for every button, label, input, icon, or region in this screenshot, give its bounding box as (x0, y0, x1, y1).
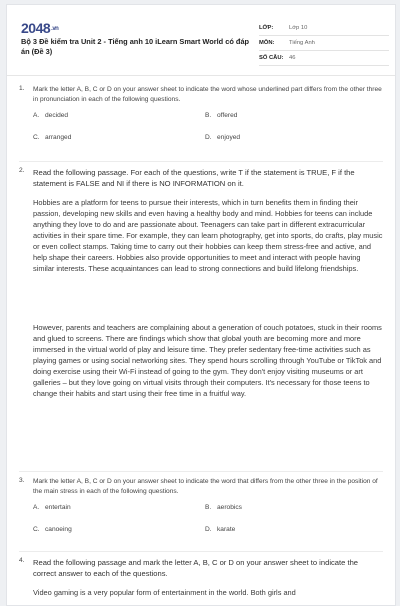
option-c[interactable] (33, 526, 205, 533)
option-d[interactable] (205, 134, 377, 141)
option-letter: C. (33, 133, 40, 141)
option-letter: A. (33, 503, 40, 511)
option-text: canoeing (45, 525, 72, 533)
option-letter: B. (205, 503, 212, 511)
passage-paragraph-1: Video gaming is a very popular form of entertainment in the world. Both girls and (33, 588, 296, 597)
meta-row-question-count (259, 51, 389, 66)
document-title: Bộ 3 Đề kiểm tra Unit 2 - Tiếng anh 10 iLearn Smart World có đáp án (Đề 3) (21, 37, 250, 56)
meta-row-subject (259, 36, 389, 51)
meta-key: MÔN: (259, 40, 275, 46)
question-2 (19, 167, 383, 399)
passage-paragraph-1: Hobbies are a platform for teens to pursue their interests, which in turn benefits them in finding their passion, developing new skills and even having a healthy body and mind. Hobbies for teens can include anything they love to do and are passionate about. Teenagers can take part in different extracurricular activities in their spare time. For example, they can learn photography, get into sports, do crafts, play music or even collect stamps. Taking time to carry out their hobbies can keep them stress-free and active, and help shape their careers. Hobbies also provide opportunities to meet and interact with people having similar interests. These acquaintances can lead to strong connections and build lifelong friendships. (33, 198, 383, 273)
option-text: arranged (45, 133, 72, 141)
meta-value: 46 (289, 55, 296, 61)
question-number: 3. (19, 477, 25, 484)
meta-table (259, 21, 389, 66)
divider (19, 161, 383, 162)
option-letter: B. (205, 111, 212, 119)
passage-paragraph-2: However, parents and teachers are complaining about a generation of couch potatoes, stuck in their rooms and glued to screens. There are findings which show that global youth are becoming more and more immersed in the virtual world of play and leisure time. They prefer sedentary free-time activities such as playing games or using social networking sites. They spend hours scrolling through YouTube or TikTok and doing exercise using their Wi-Fi instead of going to the gym. They don't enjoy visiting museums or art galleries – but they love going on virtual visits through their computers. It's necessary for those teens to change their habits and start using their free time in a fruitful way. (33, 323, 382, 398)
option-letter: D. (205, 525, 212, 533)
options-row (33, 134, 383, 156)
option-a[interactable] (33, 504, 205, 511)
divider (19, 471, 383, 472)
option-letter: C. (33, 525, 40, 533)
meta-value: Tiếng Anh (289, 40, 315, 46)
option-d[interactable] (205, 526, 377, 533)
option-text: aerobics (217, 503, 242, 511)
divider (19, 551, 383, 552)
option-a[interactable] (33, 112, 205, 119)
option-letter: A. (33, 111, 40, 119)
options-row (33, 112, 383, 134)
options-row (33, 526, 383, 548)
question-4 (19, 557, 383, 598)
site-logo[interactable] (21, 20, 58, 36)
option-text: offered (217, 111, 238, 119)
logo-text: 2048 (21, 20, 51, 36)
option-c[interactable] (33, 134, 205, 141)
question-text: Read the following passage and mark the letter A, B, C or D on your answer sheet to indicate the correct answer to each of the questions. (33, 558, 359, 578)
option-letter: D. (205, 133, 212, 141)
option-b[interactable] (205, 112, 377, 119)
option-text: enjoyed (217, 133, 241, 141)
logo-suffix: .vn (51, 26, 59, 33)
question-text: Mark the letter A, B, C or D on your answer sheet to indicate the word that differs from the other three in the position of the main stress in each of the following questions. (33, 478, 378, 496)
question-number: 4. (19, 557, 25, 564)
options-row (33, 504, 383, 526)
meta-row-class (259, 21, 389, 36)
meta-key: SỐ CÂU: (259, 55, 284, 61)
option-text: karate (217, 525, 236, 533)
answer-options (33, 504, 383, 548)
question-1 (19, 85, 383, 156)
meta-value: Lớp 10 (289, 25, 308, 31)
document-page (6, 4, 396, 606)
page-header (7, 5, 395, 76)
option-b[interactable] (205, 504, 377, 511)
option-text: entertain (45, 503, 71, 511)
question-number: 2. (19, 167, 25, 174)
question-text: Read the following passage. For each of the questions, write T if the statement is TRUE, F if the statement is FALSE and NI if there is NO INFORMATION on it. (33, 168, 355, 188)
question-text: Mark the letter A, B, C or D on your answer sheet to indicate the word whose underlined part differs from the other three in pronunciation in each of the following questions. (33, 86, 382, 104)
question-number: 1. (19, 85, 25, 92)
meta-key: LỚP: (259, 25, 274, 31)
question-3 (19, 477, 383, 548)
answer-options (33, 112, 383, 156)
option-text: decided (45, 111, 69, 119)
